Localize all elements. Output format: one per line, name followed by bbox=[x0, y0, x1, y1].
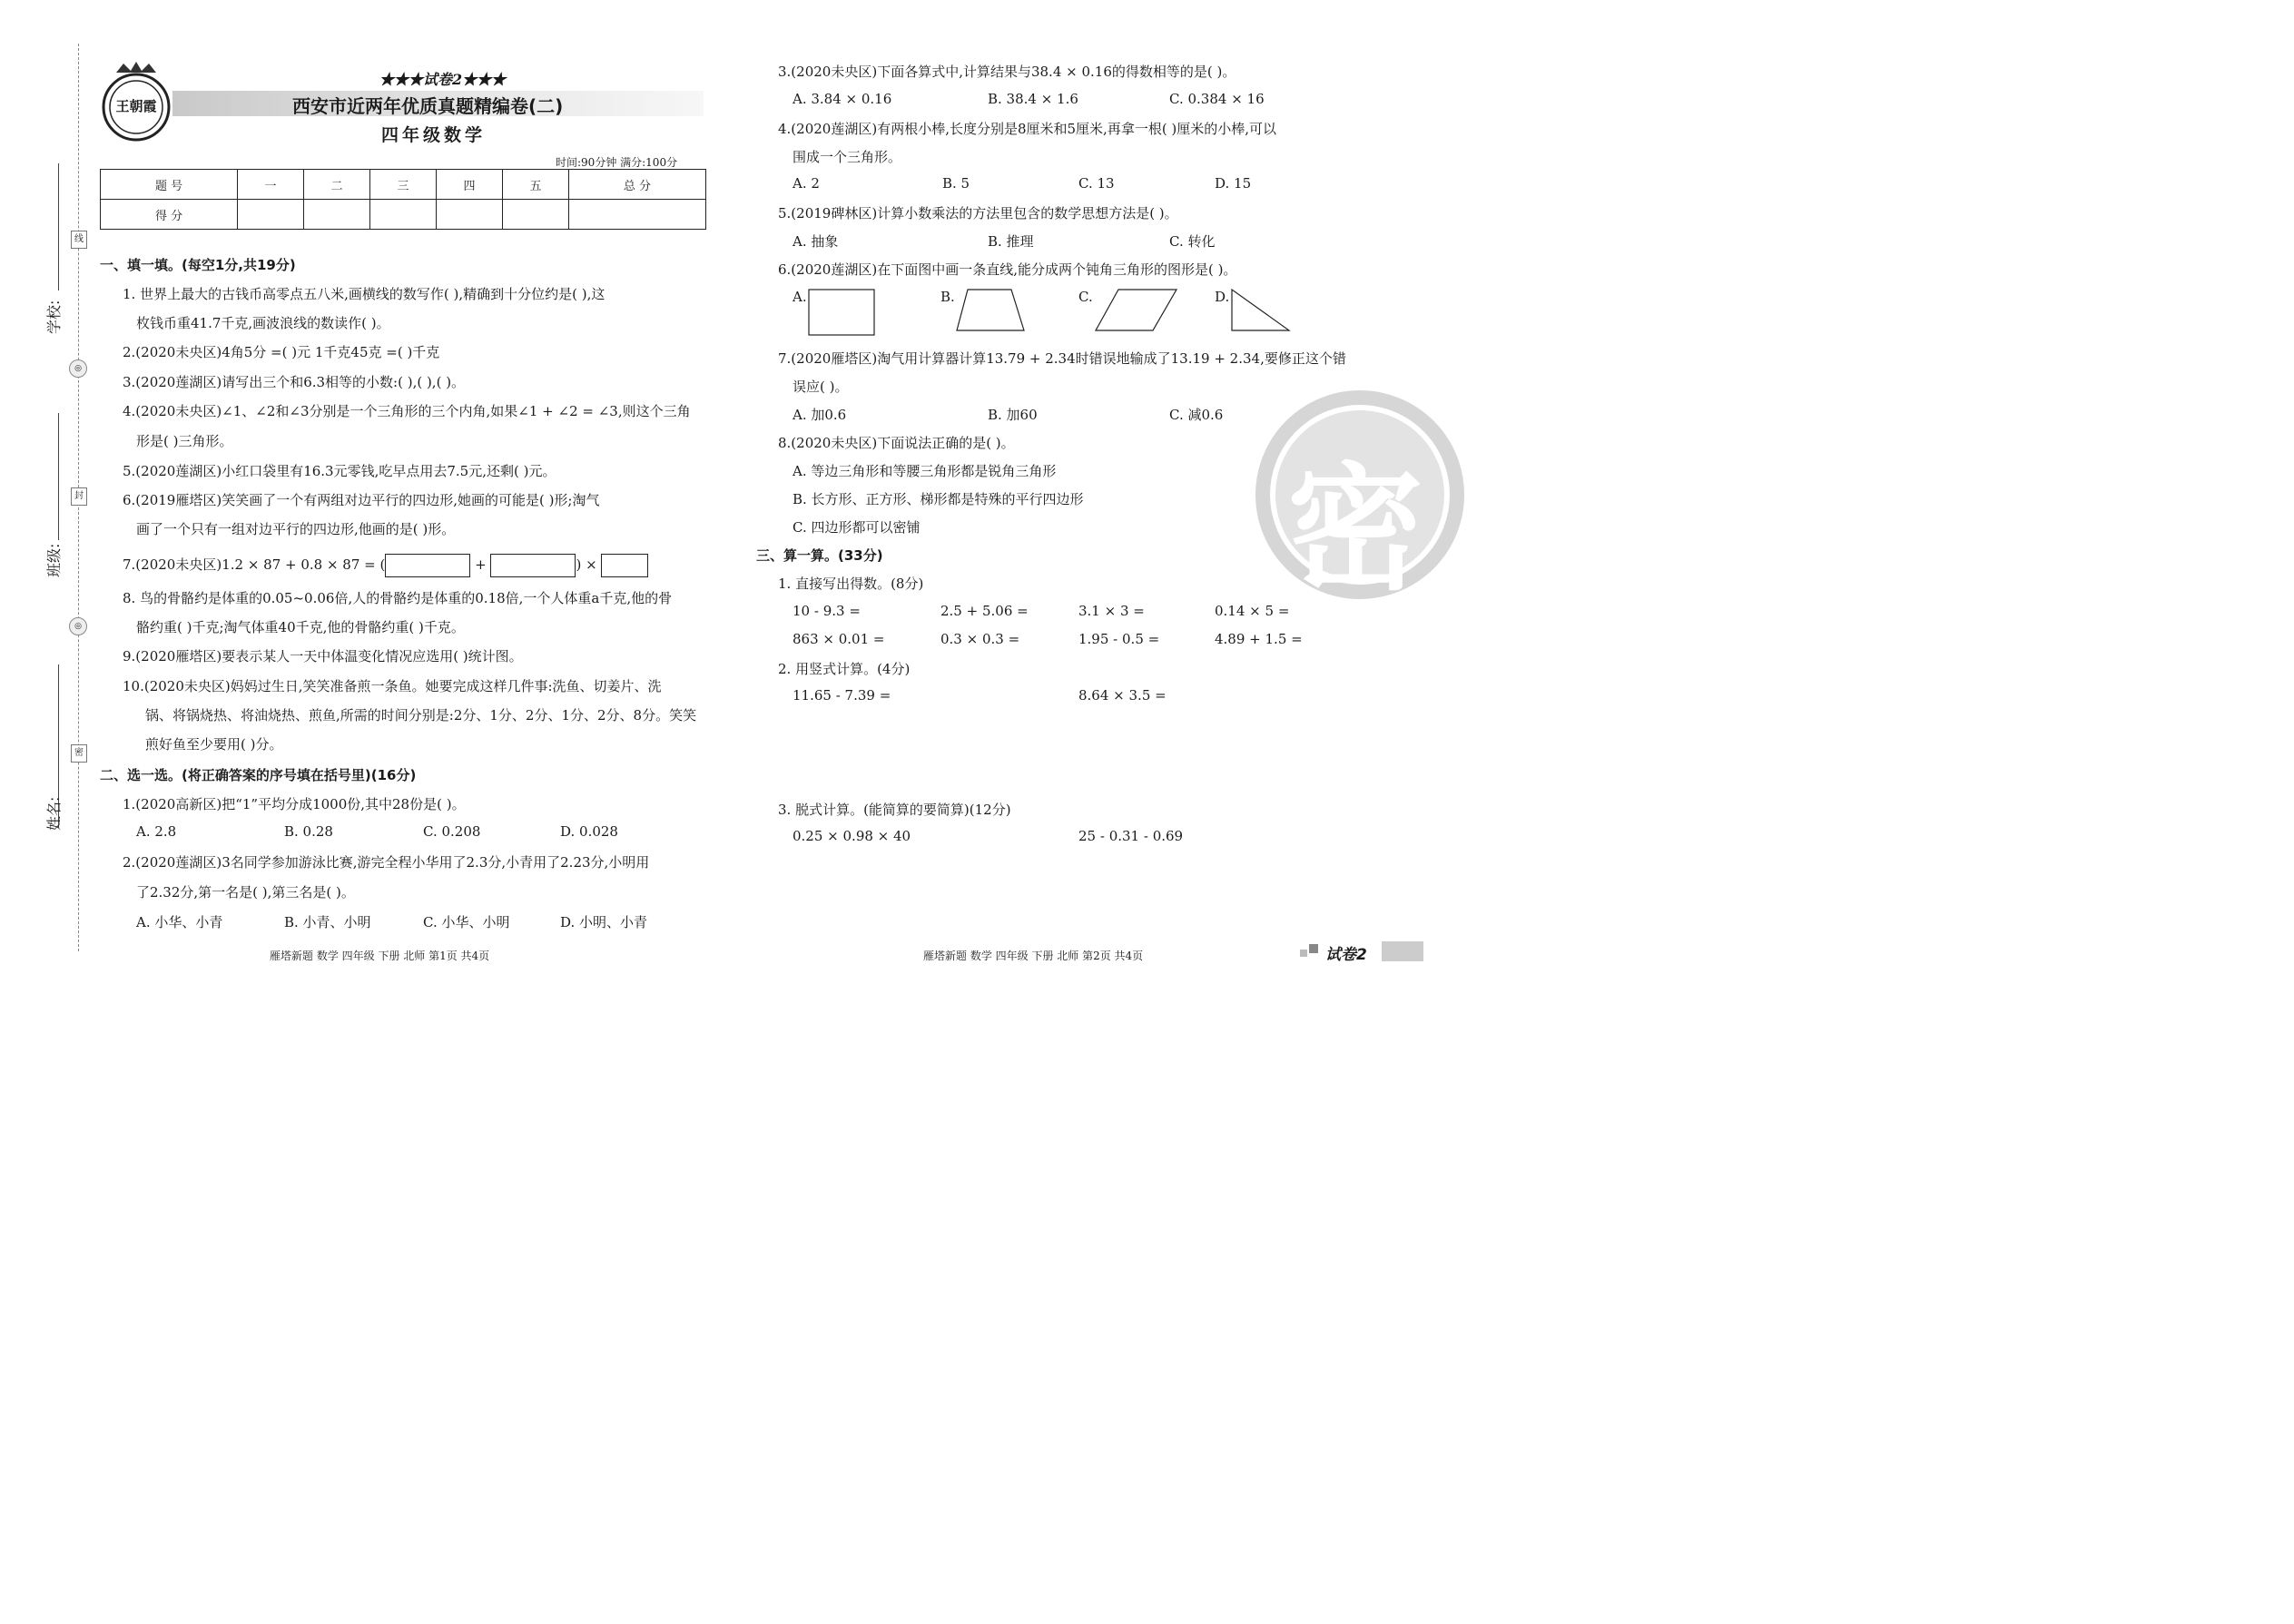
seal-char-mi: 密 bbox=[71, 744, 87, 763]
score-input[interactable] bbox=[238, 200, 304, 230]
score-value-row bbox=[101, 200, 706, 230]
rectangle-shape bbox=[806, 287, 879, 338]
option: C. 0.208 bbox=[423, 823, 481, 840]
option: A. bbox=[793, 289, 807, 305]
calc-item: 0.25 × 0.98 × 40 bbox=[793, 828, 911, 844]
option: A. 2.8 bbox=[136, 823, 177, 840]
school-line bbox=[58, 163, 59, 290]
right-triangle-shape bbox=[1229, 287, 1293, 334]
logo-text: 王朝霞 bbox=[115, 98, 157, 114]
option: D. 小明、小青 bbox=[560, 914, 648, 930]
s1-line: 5.(2020莲湖区)小红口袋里有16.3元零钱,吃早点用去7.5元,还剩( )元。 bbox=[123, 463, 556, 479]
exam-tag: 试卷2 bbox=[1325, 946, 1367, 964]
option: C. 转化 bbox=[1169, 233, 1216, 250]
tag-bar bbox=[1382, 941, 1423, 961]
answer-box[interactable] bbox=[385, 554, 470, 577]
s2-q7: 7.(2020雁塔区)淘气用计算器计算13.79 + 2.34时错误地输成了13.19 + 2.34,要修正这个错 bbox=[778, 350, 1346, 367]
s2-q6: 6.(2020莲湖区)在下面图中画一条直线,能分成两个钝角三角形的图形是( )。 bbox=[778, 261, 1237, 278]
close-times: ) × bbox=[576, 556, 597, 573]
score-input[interactable] bbox=[304, 200, 370, 230]
s2-q2: 2.(2020莲湖区)3名同学参加游泳比赛,游完全程小华用了2.3分,小青用了2.23分,小明用 bbox=[123, 854, 650, 871]
s2-q4: 围成一个三角形。 bbox=[793, 149, 902, 165]
option: C. 减0.6 bbox=[1169, 407, 1224, 423]
answer-box[interactable] bbox=[601, 554, 648, 577]
score-cell: 一 bbox=[238, 170, 304, 200]
score-header-row bbox=[101, 170, 706, 200]
s1-line: 锅、将锅烧热、将油烧热、煎鱼,所需的时间分别是:2分、1分、2分、1分、2分、8分。笑笑 bbox=[145, 707, 697, 723]
s2-q3: 3.(2020未央区)下面各算式中,计算结果与38.4 × 0.16的得数相等的是( )。 bbox=[778, 64, 1236, 80]
option: B. 5 bbox=[942, 175, 970, 192]
s2-q1: 1.(2020高新区)把“1”平均分成1000份,其中28份是( )。 bbox=[123, 796, 466, 812]
calc-item: 4.89 + 1.5 = bbox=[1215, 631, 1303, 647]
option: C. 0.384 × 16 bbox=[1169, 91, 1265, 107]
footer-left: 雁塔新题 数学 四年级 下册 北师 第1页 共4页 bbox=[270, 950, 490, 962]
score-cell: 二 bbox=[304, 170, 370, 200]
score-cell: 四 bbox=[436, 170, 502, 200]
calc-item: 863 × 0.01 = bbox=[793, 631, 885, 647]
option: A. 2 bbox=[793, 175, 820, 192]
s1-line: 枚钱币重41.7千克,画波浪线的数读作( )。 bbox=[136, 315, 390, 331]
option: B. 推理 bbox=[988, 233, 1034, 250]
option: C. 小华、小明 bbox=[423, 914, 510, 930]
watermark-char: 密 bbox=[1287, 451, 1424, 609]
option: C. bbox=[1078, 289, 1093, 305]
s1-line: 8. 鸟的骨骼约是体重的0.05~0.06倍,人的骨骼约是体重的0.18倍,一个人体重a千克,他的骨 bbox=[123, 590, 673, 606]
score-table bbox=[100, 169, 706, 230]
option: D. bbox=[1215, 289, 1230, 305]
parallelogram-shape bbox=[1093, 287, 1180, 334]
exam-badge: ★★★试卷2★★★ bbox=[379, 71, 507, 88]
score-input[interactable] bbox=[436, 200, 502, 230]
score-label: 得 分 bbox=[101, 200, 238, 230]
s2-q7: 误应( )。 bbox=[793, 379, 849, 395]
score-input[interactable] bbox=[369, 200, 436, 230]
s3-q3: 3. 脱式计算。(能简算的要简算)(12分) bbox=[778, 802, 1011, 818]
s2-q2: 了2.32分,第一名是( ),第三名是( )。 bbox=[136, 884, 355, 901]
calc-item: 2.5 + 5.06 = bbox=[940, 603, 1029, 619]
trapezoid-shape bbox=[953, 287, 1028, 334]
exam-subtitle: 四年级数学 bbox=[381, 125, 487, 145]
calc-item: 25 - 0.31 - 0.69 bbox=[1078, 828, 1184, 844]
option: A. 抽象 bbox=[793, 233, 839, 250]
s1-q7 bbox=[123, 554, 648, 577]
s1-line: 4.(2020未央区)∠1、∠2和∠3分别是一个三角形的三个内角,如果∠1 + ∠2 = ∠3,则这个三角 bbox=[123, 403, 691, 419]
s1-line: 6.(2019雁塔区)笑笑画了一个有两组对边平行的四边形,她画的可能是( )形;淘气 bbox=[123, 492, 600, 508]
section2-title: 二、选一选。(将正确答案的序号填在括号里)(16分) bbox=[100, 767, 417, 783]
option: B. 加60 bbox=[988, 407, 1038, 423]
option: A. 加0.6 bbox=[793, 407, 847, 423]
school-label: 学校: bbox=[45, 300, 63, 334]
score-cell: 题 号 bbox=[101, 170, 238, 200]
s1-line: 10.(2020未央区)妈妈过生日,笑笑准备煎一条鱼。她要完成这样几件事:洗鱼、切姜片、洗 bbox=[123, 678, 662, 694]
time-score: 时间:90分钟 满分:100分 bbox=[556, 156, 678, 169]
s3-q2: 2. 用竖式计算。(4分) bbox=[778, 661, 911, 677]
plus-sign: + bbox=[475, 556, 487, 573]
footer-right: 雁塔新题 数学 四年级 下册 北师 第2页 共4页 bbox=[923, 950, 1144, 962]
option: A. 3.84 × 0.16 bbox=[793, 91, 892, 107]
exam-title: 西安市近两年优质真题精编卷(二) bbox=[292, 95, 564, 117]
seal-char-feng: 封 bbox=[71, 487, 87, 506]
seal-dot-icon: ◎ bbox=[69, 617, 87, 635]
name-label: 姓名: bbox=[45, 796, 63, 831]
calc-item: 0.14 × 5 = bbox=[1215, 603, 1290, 619]
section3-title: 三、算一算。(33分) bbox=[756, 547, 883, 564]
option: B. 0.28 bbox=[284, 823, 333, 840]
s1-line: 2.(2020未央区)4角5分 =( )元 1千克45克 =( )千克 bbox=[123, 344, 440, 360]
option: B. 长方形、正方形、梯形都是特殊的平行四边形 bbox=[793, 491, 1084, 507]
score-cell: 五 bbox=[502, 170, 568, 200]
calc-item: 3.1 × 3 = bbox=[1078, 603, 1145, 619]
score-cell: 总 分 bbox=[568, 170, 705, 200]
score-input[interactable] bbox=[502, 200, 568, 230]
s1-line: 煎好鱼至少要用( )分。 bbox=[145, 736, 283, 753]
s2-q4: 4.(2020莲湖区)有两根小棒,长度分别是8厘米和5厘米,再拿一根( )厘米的小棒,可以 bbox=[778, 121, 1277, 137]
s1-line: 1. 世界上最大的古钱币高零点五八米,画横线的数写作( ),精确到十分位约是( ),这 bbox=[123, 286, 605, 302]
s1-line: 形是( )三角形。 bbox=[136, 433, 233, 449]
s2-q5: 5.(2019碑林区)计算小数乘法的方法里包含的数学思想方法是( )。 bbox=[778, 205, 1178, 221]
option: B. 38.4 × 1.6 bbox=[988, 91, 1078, 107]
s1-line: 骼约重( )千克;淘气体重40千克,他的骨骼约重( )千克。 bbox=[136, 619, 465, 635]
calc-item: 1.95 - 0.5 = bbox=[1078, 631, 1160, 647]
calc-item: 10 - 9.3 = bbox=[793, 603, 861, 619]
section1-title: 一、填一填。(每空1分,共19分) bbox=[100, 257, 296, 273]
seal-char-xian: 线 bbox=[71, 231, 87, 249]
s2-q8: 8.(2020未央区)下面说法正确的是( )。 bbox=[778, 435, 1015, 451]
tag-square-icon bbox=[1300, 950, 1307, 957]
seal-dot-icon: ◎ bbox=[69, 359, 87, 378]
option: C. 四边形都可以密铺 bbox=[793, 519, 921, 536]
score-input[interactable] bbox=[568, 200, 705, 230]
option: D. 0.028 bbox=[560, 823, 618, 840]
calc-item: 8.64 × 3.5 = bbox=[1078, 687, 1167, 704]
option: B. bbox=[940, 289, 955, 305]
option: A. 小华、小青 bbox=[136, 914, 223, 930]
s1-line: 3.(2020莲湖区)请写出三个和6.3相等的小数:( ),( ),( )。 bbox=[123, 374, 466, 390]
calc-item: 11.65 - 7.39 = bbox=[793, 687, 891, 704]
s1-line: 9.(2020雁塔区)要表示某人一天中体温变化情况应选用( )统计图。 bbox=[123, 648, 523, 664]
s3-q1: 1. 直接写出得数。(8分) bbox=[778, 576, 924, 592]
score-cell: 三 bbox=[369, 170, 436, 200]
class-line bbox=[58, 413, 59, 540]
s1-line: 画了一个只有一组对边平行的四边形,他画的是( )形。 bbox=[136, 521, 456, 537]
tag-square-icon bbox=[1309, 944, 1318, 953]
class-label: 班级: bbox=[45, 543, 63, 577]
answer-box[interactable] bbox=[490, 554, 576, 577]
calc-item: 0.3 × 0.3 = bbox=[940, 631, 1020, 647]
s1-q7-text: 7.(2020未央区)1.2 × 87 + 0.8 × 87 = ( bbox=[123, 556, 386, 573]
option: A. 等边三角形和等腰三角形都是锐角三角形 bbox=[793, 463, 1057, 479]
option: B. 小青、小明 bbox=[284, 914, 371, 930]
option: C. 13 bbox=[1078, 175, 1115, 192]
option: D. 15 bbox=[1215, 175, 1252, 192]
